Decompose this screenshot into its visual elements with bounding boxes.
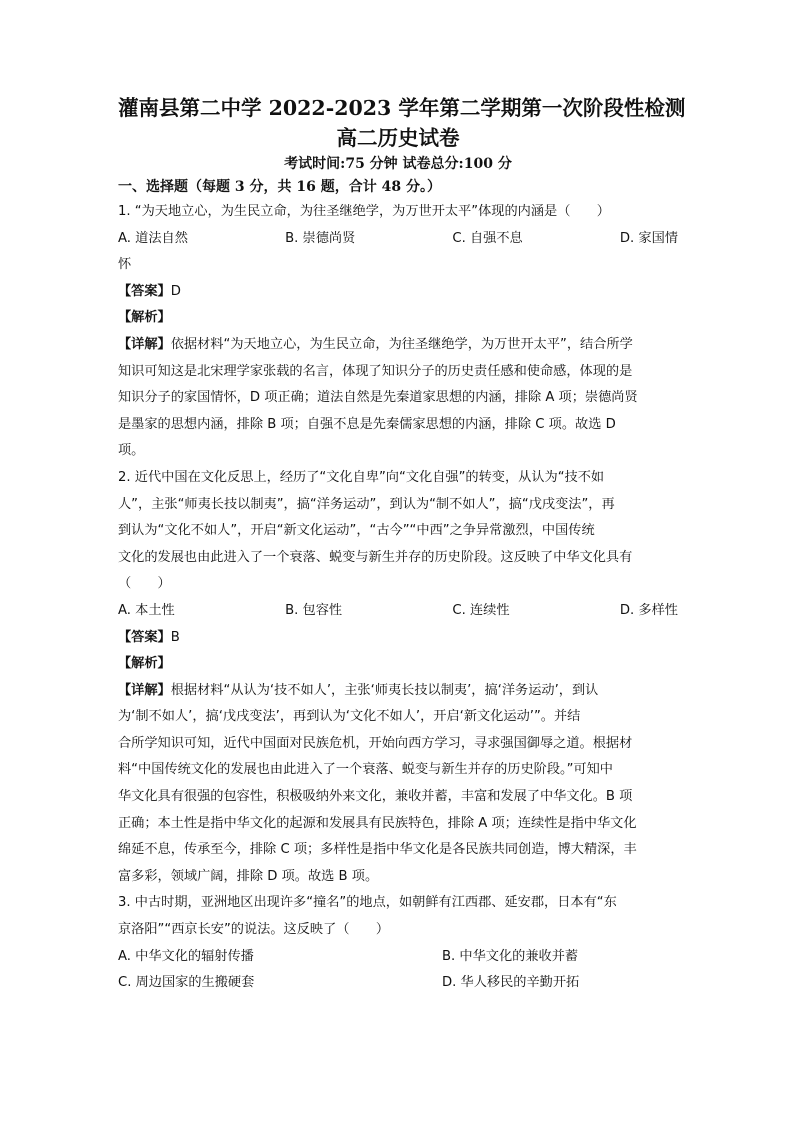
question-1-options xyxy=(118,226,678,253)
option-b: B. 包容性 xyxy=(285,602,343,618)
detail-line: 合所学知识可知，近代中国面对民族危机，开始向西方学习，寻求强国御辱之道。根据材 xyxy=(118,735,633,751)
answer-value: B xyxy=(170,629,180,645)
question-2-options xyxy=(118,598,678,625)
option-wrap: 怀 xyxy=(118,257,132,273)
detail-line: 料“中国传统文化的发展也由此进入了一个衰落、蜕变与新生并存的历史阶段。”可知中 xyxy=(118,762,613,778)
question-1-stem: 1. “为天地立心，为生民立命，为往圣继绝学，为万世开太平”体现的内涵是（ ） xyxy=(118,204,610,219)
document-subtitle: 高二历史试卷 xyxy=(336,126,460,150)
detail-line: 华文化具有很强的包容性，积极吸纳外来文化，兼收并蓄，丰富和发展了中华文化。B 项 xyxy=(118,789,633,805)
option-c: C. 连续性 xyxy=(452,602,510,618)
question-2-stem-line: 文化的发展也由此进入了一个衰落、蜕变与新生并存的历史阶段。这反映了中华文化具有 xyxy=(118,549,633,565)
answer-line xyxy=(118,625,678,652)
answer-label: 【答案】 xyxy=(118,629,171,645)
detail-line: 富多彩，领域广阔，排除 D 项。故选 B 项。 xyxy=(118,868,379,884)
option-b: B. 中华文化的兼收并蓄 xyxy=(442,948,579,964)
option-c: C. 自强不息 xyxy=(452,230,523,246)
detail-line: 知识分子的家国情怀，D 项正确；道法自然是先秦道家思想的内涵，排除 A 项；崇德尚贤 xyxy=(118,390,638,406)
option-d: D. 华人移民的辛勤开拓 xyxy=(442,975,580,991)
answer-line xyxy=(118,279,678,306)
option-c: C. 周边国家的生搬硬套 xyxy=(118,975,255,991)
question-2-stem-line: （ ） xyxy=(118,576,171,592)
detail-line: 【详解】依据材料“为天地立心，为生民立命，为往圣继绝学，为万世开太平”，结合所学 xyxy=(118,336,633,352)
question-2-stem-line: 人”，主张“师夷长技以制夷”，搞“洋务运动”，到认为“制不如人”，搞“戊戌变法”，再 xyxy=(118,496,615,512)
option-b: B. 崇德尚贤 xyxy=(285,230,356,246)
question-3-stem-line: 3. 中古时期，亚洲地区出现许多“撞名”的地点，如朝鲜有江西郡、延安郡，日本有“东 xyxy=(118,895,617,911)
detail-line: 绵延不息，传承至今，排除 C 项；多样性是指中华文化是各民族共同创造，博大精深，丰 xyxy=(118,842,637,858)
question-3-options-row xyxy=(118,944,678,971)
analysis-label: 【解析】 xyxy=(118,656,171,672)
question-3-stem-line: 京洛阳”“西京长安”的说法。这反映了（ ） xyxy=(118,922,390,938)
document-page xyxy=(118,94,686,997)
detail-label: 【详解】 xyxy=(118,682,171,698)
detail-line: 项。 xyxy=(118,443,145,459)
detail-line: 知识可知这是北宋理学家张载的名言，体现了知识分子的历史责任感和使命感，体现的是 xyxy=(118,363,633,379)
answer-value: D xyxy=(170,283,181,299)
section-heading: 一、选择题（每题 3 分，共 16 题，合计 48 分。） xyxy=(118,179,441,195)
option-d: D. 多样性 xyxy=(619,602,678,618)
detail-line: 是墨家的思想内涵，排除 B 项；自强不息是先秦儒家思想的内涵，排除 C 项。故选 D xyxy=(118,416,616,432)
option-a: A. 本土性 xyxy=(118,602,175,618)
detail-line: 为‘制不如人’，搞‘戊戌变法’，再到认为‘文化不如人’，开启‘新文化运动’”。并结 xyxy=(118,709,581,725)
option-a: A. 道法自然 xyxy=(118,230,188,246)
question-2-stem-line: 到认为“文化不如人”，开启“新文化运动”，“古今”“中西”之争异常激烈，中国传统 xyxy=(118,523,595,539)
answer-label: 【答案】 xyxy=(118,283,171,299)
detail-line: 【详解】根据材料“从认为‘技不如人’，主张‘师夷长技以制夷’，搞‘洋务运动’，到认 xyxy=(118,682,599,698)
exam-meta: 考试时间:75 分钟 试卷总分:100 分 xyxy=(284,156,512,172)
document-title: 灌南县第二中学 2022-2023 学年第二学期第一次阶段性检测 xyxy=(118,96,686,120)
analysis-label: 【解析】 xyxy=(118,310,171,326)
detail-line: 正确；本土性是指中华文化的起源和发展具有民族特色，排除 A 项；连续性是指中华文化 xyxy=(118,815,637,831)
question-2-stem-line: 2. 近代中国在文化反思上，经历了“文化自卑”向“文化自强”的转变，从认为“技不如 xyxy=(118,469,605,485)
question-3-options-row xyxy=(118,970,678,997)
detail-label: 【详解】 xyxy=(118,336,171,352)
option-a: A. 中华文化的辐射传播 xyxy=(118,948,254,964)
option-d: D. 家国情 xyxy=(619,230,678,246)
